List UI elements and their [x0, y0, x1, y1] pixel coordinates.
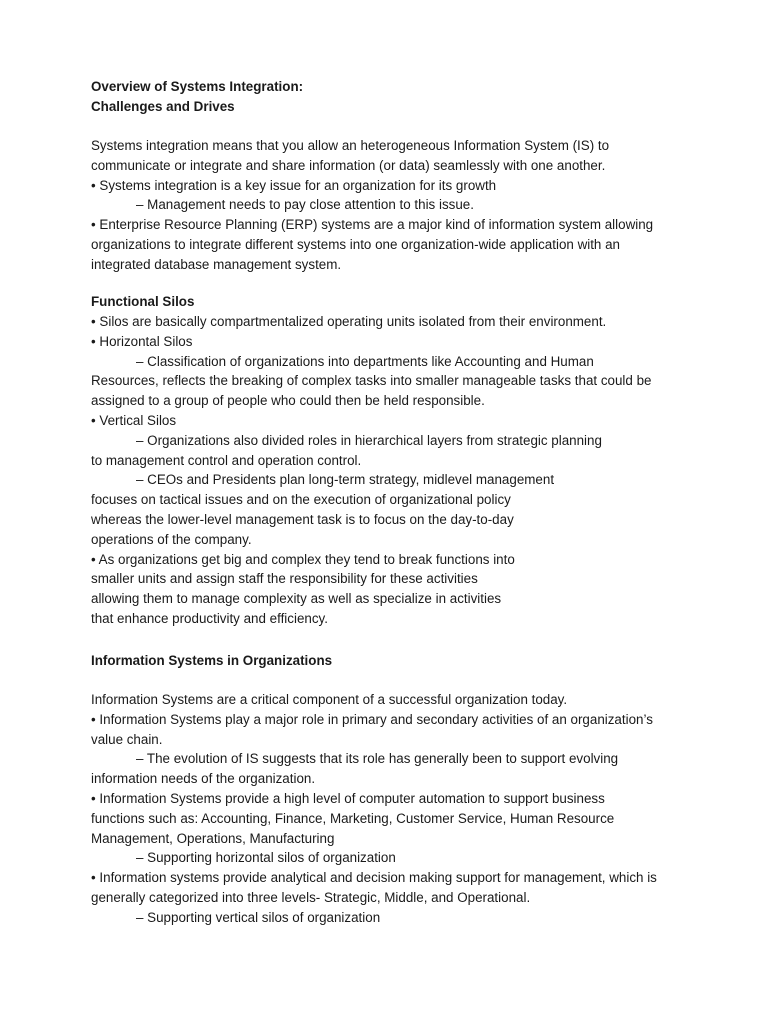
text-line: operations of the company. — [91, 531, 252, 547]
text-line: Resources, reflects the breaking of complex tasks into smaller manageable tasks that could be — [91, 373, 652, 389]
text-line: Management, Operations, Manufacturing — [91, 830, 335, 846]
heading-text: Information Systems in Organizations — [91, 653, 333, 668]
text-line: information needs of the organization. — [91, 771, 316, 787]
text-line: smaller units and assign staff the responsibility for these activities — [91, 571, 478, 587]
text-line: integrated database management system. — [91, 256, 342, 272]
text-line: • Information Systems provide a high level of computer automation to support business — [91, 790, 605, 806]
text-line: to management control and operation control. — [91, 452, 362, 468]
text-line: – The evolution of IS suggests that its role has generally been to support evolving — [136, 751, 619, 767]
functional-silos-heading — [91, 292, 731, 312]
text-line: that enhance productivity and efficiency. — [91, 610, 328, 626]
text-line: whereas the lower-level management task is to focus on the day-to-day — [91, 511, 514, 527]
text-line: • Information Systems play a major role in primary and secondary activities of an organization’s — [91, 711, 653, 727]
text-line: communicate or integrate and share information (or data) seamlessly with one another. — [91, 157, 606, 173]
text-line: focuses on tactical issues and on the execution of organizational policy — [91, 492, 511, 508]
information-systems-heading — [91, 651, 731, 671]
text-line: – Management needs to pay close attention to this issue. — [136, 197, 474, 213]
text-line: – Supporting vertical silos of organization — [136, 909, 381, 925]
information-systems-section — [91, 690, 731, 928]
text-line: • Silos are basically compartmentalized operating units isolated from their environment. — [91, 314, 607, 329]
intro-section — [91, 136, 731, 275]
title-line: Overview of Systems Integration: — [91, 79, 304, 94]
text-line: assigned to a group of people who could then be held responsible. — [91, 393, 485, 409]
text-line: – Supporting horizontal silos of organization — [136, 850, 396, 866]
text-line: Systems integration means that you allow an heterogeneous Information System (IS) to — [91, 138, 610, 153]
title-line: Challenges and Drives — [91, 98, 235, 114]
text-line: • Information systems provide analytical and decision making support for management, which is — [91, 870, 657, 886]
heading-text: Functional Silos — [91, 294, 195, 309]
text-line: allowing them to manage complexity as well as specialize in activities — [91, 591, 502, 607]
text-line: • Vertical Silos — [91, 412, 177, 428]
text-line: – Organizations also divided roles in hierarchical layers from strategic planning — [136, 432, 602, 448]
text-line: – Classification of organizations into departments like Accounting and Human — [136, 353, 594, 369]
text-line: Information Systems are a critical component of a successful organization today. — [91, 692, 568, 707]
text-line: – CEOs and Presidents plan long-term strategy, midlevel management — [136, 472, 555, 488]
text-line: value chain. — [91, 731, 163, 747]
text-line: functions such as: Accounting, Finance, Marketing, Customer Service, Human Resource — [91, 810, 615, 826]
functional-silos-section — [91, 312, 731, 629]
text-line: • Horizontal Silos — [91, 333, 193, 349]
document-title — [91, 77, 731, 117]
text-line: • As organizations get big and complex they tend to break functions into — [91, 551, 515, 567]
text-line: • Systems integration is a key issue for an organization for its growth — [91, 177, 497, 193]
text-line: generally categorized into three levels- Strategic, Middle, and Operational. — [91, 889, 531, 905]
text-line: • Enterprise Resource Planning (ERP) systems are a major kind of information system allowing — [91, 217, 654, 233]
text-line: organizations to integrate different systems into one organization-wide application with an — [91, 236, 620, 252]
